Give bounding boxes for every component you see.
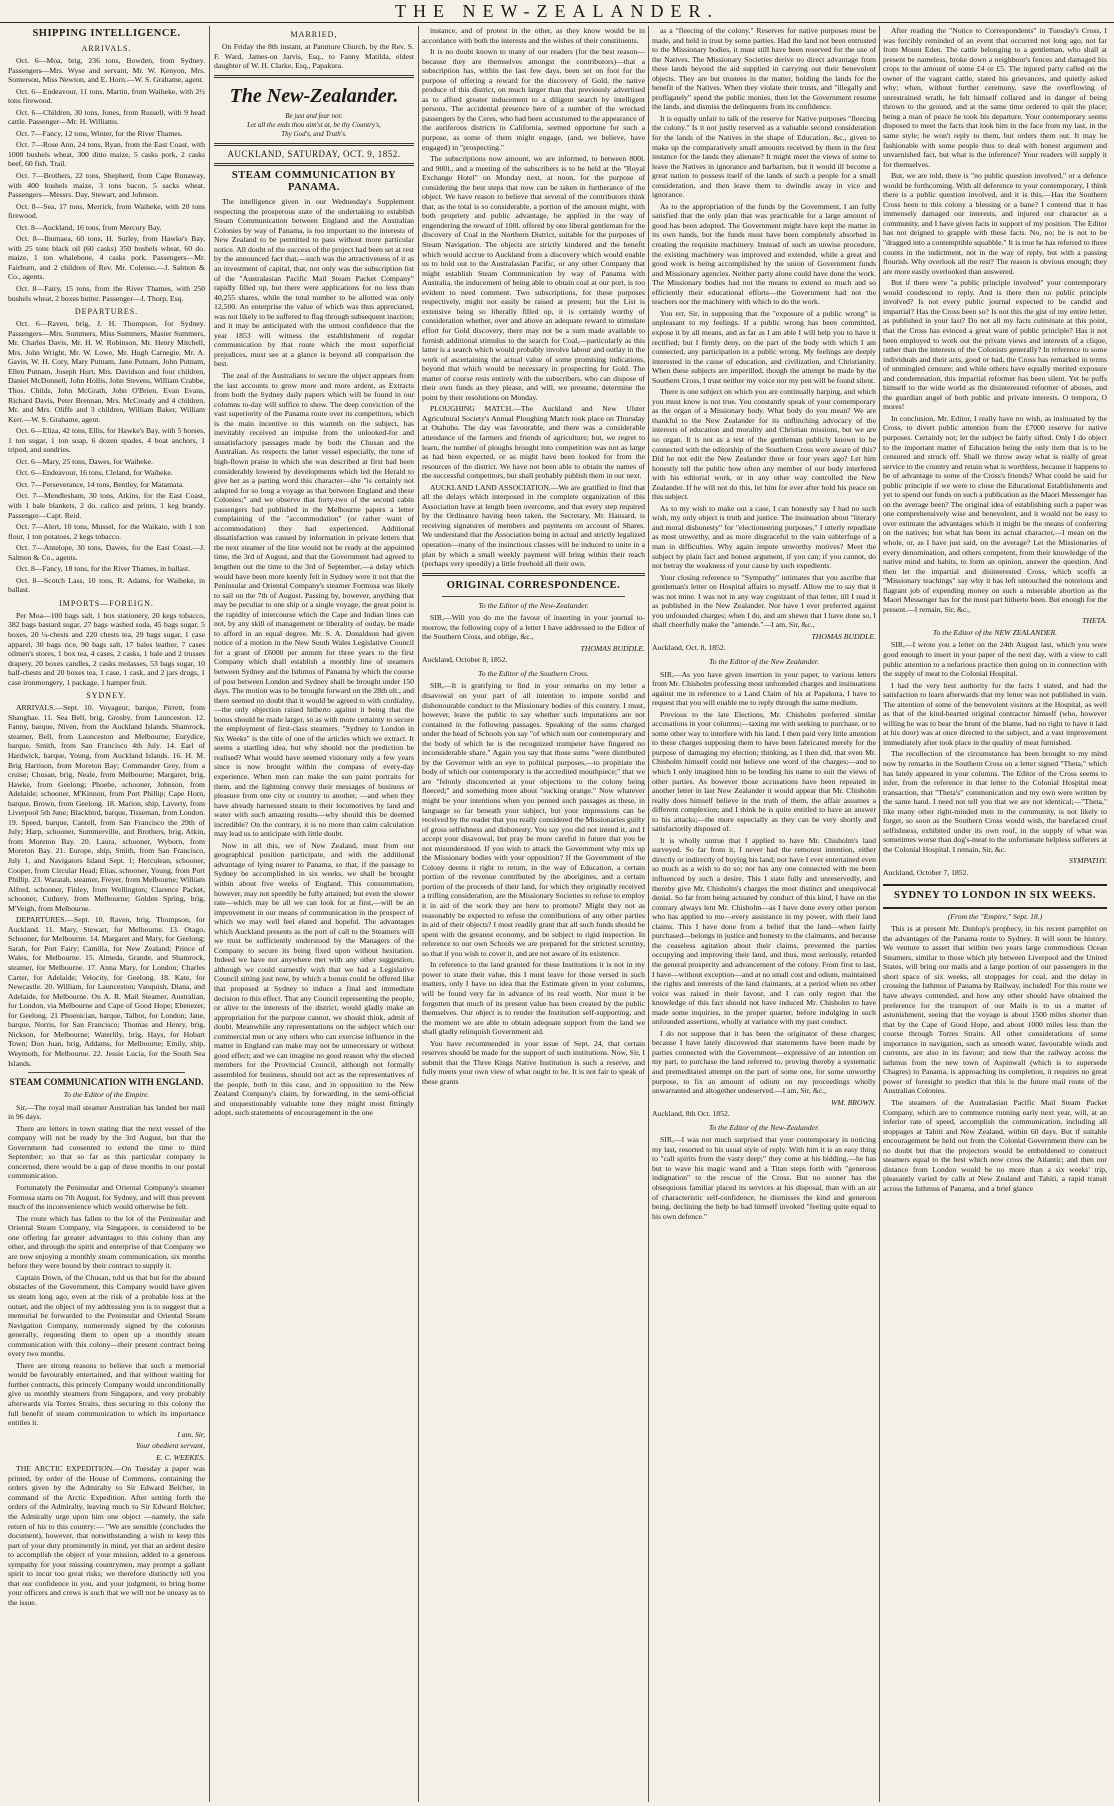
letter-body: [422, 681, 645, 1086]
motto-line: Thy God's, and Truth's.: [281, 129, 347, 138]
married-heading: MARRIED,: [290, 30, 338, 39]
sydney-heading: SYDNEY.: [86, 691, 127, 701]
letter-body: SIR,—Will you do me the favour of inserting in your journal to-morrow, the following copy of a letter I have addressed to the Editor of the Southern Cross, and oblige, &c.,: [422, 613, 645, 642]
paragraph: It is no doubt known to many of our readers (for the best reason—because they are themselves amongst the contributors)—that a subscription has, within the last few days, been set on foot for the purpose of offering a reward for the discovery of Gold, the native produce of this district, on much larger than that previously advertised as to afford greater inducement to a diligent search by intelligent persons. The accidental presence here of a number of the wrecked passengers by the Ceres, who had been accustomed to the appearance of the auriferous districts in California, seemed opportune for such a purpose, as some of them might engage, (and, we believe, have engaged) in "prospecting.": [422, 47, 645, 152]
paragraph: As to my wish to make out a case, I can honestly say I had no such wish, my only object is truth and justice. The insinuation about "literary and moral dishonesty" for "electioneering purposes," I utterly repudiate as most unworthy, and as more disgraceful to the vain subterfuge of a man in difficulties. Why again impute unworthy motives? Meet the subject by plain fact and honest argument, if you can; if you cannot, do not betray the weakness of your cause by such expedients.: [652, 503, 876, 571]
letter-to: To the Editor of the New-Zealander.: [708, 1122, 820, 1132]
land-association: AUCKLAND LAND ASSOCIATION.—We are gratified to find that all the delays which interposed in the complete organization of this Association have at length been overcome, and that every step required by the Ordinance having been taken, the Secretary, Mr. Hansard, is receiving signatures of members and payments on account of Shares. We understand that the Association being in actual and strictly legalized operation—many of the insinctious classes will be induced to unite in a plan by which a small weekly payment will bring within their reach (perhaps very speedily) a little freehold all their own.: [422, 482, 645, 569]
paragraph: There are letters in town stating that the next vessel of the company will not be ready by the 3rd August, but that the Government had consented to extend the time to third September; so that so far as this particular company is concerned, there would be a gap of three months in our postal communication.: [8, 1123, 205, 1181]
editorial-continued: [422, 26, 645, 402]
paragraph: Captain Down, of the Chusan, told us that but for the absurd obstacles of the Government, this Company would have given us steam long ago, even at the risk of a probable loss at the outset, and the object of my addressing you is to suggest that a memorial be forwarded to the Peninsular and Oriental Steam Navigation Company, numerously signed by the colonists generally, requesting them to open up a monthly steam communication with this colony—their present contract being every two months.: [8, 1272, 205, 1359]
steam-england-sub: To the Editor of the Empire.: [63, 1090, 150, 1100]
lead-article-heading: STEAM COMMUNICATION BY PANAMA.: [231, 170, 397, 194]
paragraph: Oct. 7—Alert, 10 tons, Mussel, for the Waikato, with 1 ton flour, 1 ton potatoes, 2 kegs tobacco.: [8, 522, 205, 541]
paragraph: Your closing reference to "Sympathy" intimates that you ascribe that gentleman's letter on Hospital affairs to myself. Allow me to say that it was not mine. I was not in any way cognizant of that letter, till I read it as published in the New Zealander. Nor have I ever preferred against you unfounded charges; when I do, and am shewn that I have done so, I shall cheerfully make the "amende."—I am, Sir, &c.,: [652, 572, 876, 630]
paragraph: I do not suppose that it has been the originator of these charges; because I have lately discovered that statements have been made by parties connected with the Government—expressive of an intention on my part, to purchase the land referred to, proving thereby a systematic and premeditated attempt on the part of some one, for some unworthy purpose, to fix an amount of odium on my proceedings wholly unwarranted and altogether undeserved.—I am, Sir, &c.,: [652, 1028, 876, 1096]
paragraph: As to the appropriation of the funds by the Government, I am fully satisfied that the only plan that was practicable for a large amount of good has been adopted. The Government might have kept the matter in its own hands, but the funds must have been completely absorbed in creating the requisite machinery. Instead of such an unwise procedure, the existing machinery was improved and extended, while a great and good work is being accomplished by the union of Government funds and Missionary agencies. Neither party alone could have done the work. The Missionary bodies had not the means to extend so much and so efficiently their educational efforts—the Government had not the teachers nor the machinery with which to do the work.: [652, 201, 876, 307]
letter-date: Auckland, 8th Oct. 1852.: [652, 1109, 730, 1119]
sydney-london-source: (From the "Empire," Sept. 18.): [947, 911, 1043, 921]
paragraph: Oct. 7—Perseverance, 14 tons, Bentley, for Matamata.: [16, 479, 184, 489]
paragraph: You err, Sir, in supposing that the "exposure of a public wrong" is unpleasant to my feelings. If a public wrong has been committed, expose it by all means, and as far as I am able I will help you to have it rectified; but I firmly deny, on the part of the body with which I am connected, any participation in a public wrong. My feelings are deeply interested in the cause of education, and civilization, and Christianity. When these subjects are imperilled, though the attempt be made by the Southern Cross, I trust neither my voice nor my pen will be found silent.: [652, 308, 876, 385]
letter-body: [652, 670, 876, 1096]
sydney-departures: DEPARTURES.—Sept. 10. Raven, brig, Thompson, for Auckland. 11. Mary, Stewart, for Melbourne. 13. Otago, Schooner, for Melbourne. 14. Margaret and Mary, for Geelong; Sarah, for Port Fairy; Camilla, for New Zealand; Prince of Wales, for Melbourne. 15. Almeda, Grande, and Shamrock, steamer, for Melbourne. 17. Anna Mary, for London; Charles Carter, for Adelaide; Velocity, for Geelong. 18. Kate, for Newcastle. 20. William, for Launceston; Vanquish, Diana, and Adelaide, for Melbourne. On A. R. Mail Steamer, Australian, for London, via Melbourne and Cape of Good Hope; Ebenezer, for Geelong. 21 Phoenician, barque, Talbot, for London; Jane, barque, Norris, for San Francisco; Thomas and Henry, brig, Nickson, for Melbourne; Waterlily, brig, Hays, for Hobart Town; Don Juan, brig, Addams, for Melbourne; Emily, ship, Weymoth, for Melbourne. 22. Jessie Lucia, for the South Sea Islands.: [8, 915, 205, 1068]
letter-to: To the Editor of the New-Zealander.: [478, 600, 589, 610]
column-rule: [418, 26, 419, 1802]
paragraph: Previous to the late Elections, Mr. Chisholm preferred similar accusations in your columns;—taxing me with seeking to purchase, or to some other way to interfere with his land. I then paid very little attention to these charges supposing them to have been fabricated merely for the purpose of damaging my election; thinking, as I then did, that even Mr. Chisholm himself could not believe one word of the charges;—and to which I only imagined him to be lending his name to suit the views of other parties. As however those accusations have been repeated in another letter in last New Zealander it would appear that Mr. Chisholm really does himself believe in the truth of them, the affair assumes a different complexion; and I think he is quite entitled to have an answer to his attacks;—the more especially as they can be very shortly and satisfactorily disposed of.: [652, 709, 876, 834]
paragraph: Oct. 6—Raven, brig, J. H. Thompson, for Sydney. Passengers—Mrs. Summers, Miss Summers, Master Summers, Mr. Charles Davis, Mr. H. W. Robinson, Mr. Henry Mitchell, Mrs. John Wright, Mr. W. Lowe, Mr. Hugh Carnegie, Mr. A. Gavin, W. H. Cory, Mary Putnam, Jane Putnam, John Putnam, Ellen Putnam, Joseph Hurt, Mrs. Davidson and four children, Daniel McDonnell, John Hollis, John Stevens, William Crabbe, Thos. Childs, John McGrath, John O'Brien, Evan Evans, Richard Davis, Peter Brennan, Mrs. McCready and 4 children, Mr. and Mrs. Oliffe and 3 children, William Baker, William Kerr.—W. S. Grahame, agent.: [8, 319, 205, 424]
paragraph: In conclusion, Mr. Editor, I really have no wish, as insinuated by the Cross, to divert public attention from the £7000 reserve for native purposes. Certainly not; let the subject be fairly sifted. Only I do object to the important matter of Education being the only item that is to be censured and struck off. Shall we throw away what is really of great service to the country and retain what is worthless, because it happens to be of advantage to some of the Cross's friends? What could be said for public principle if we were to close the Educational Establishments and yet to spend our funds on such a publication as the Maori Messenger has on the average been? The original idea of establishing such a paper was one comprehensively wise and benevolent, and it would not be easy to over estimate the advantages which it might be the means of conferring on the natives; but what has been its actual character,—I mean on the whole, or, as I have just said, on the average? Let the Missionaries of every denomination, and others competent, from their knowledge of the native mind and habits, to form an opinion, answer the question. And then let the impartial and disinterested Cross, which scoffs at "Missionary teachings" say why it has left untouched the notorious and flagrant job of expending money on such a miserable abortion as the Maori Messenger has for the most part hitherto been. But enough for the present.—I remain, Sir, &c.,: [883, 413, 1107, 614]
departures-heading: DEPARTURES.: [74, 307, 139, 317]
paragraph: Oct. 8—Fancy, 18 tons, for the River Thames, in ballast.: [16, 564, 191, 574]
paragraph: You have recommended in your issue of Sept. 24, that certain reserves should be made for the support of such institutions. Now, Sir, I submit that the Three Kings Native Institution is such a reserve, and fully meets your own view of what ought to be. It is not fair to speak of these grants: [422, 1038, 645, 1086]
lead-article-body: [214, 197, 414, 1118]
paragraph: Oct. 6—Mary, 25 tons, Dawes, for Waiheke.: [16, 456, 153, 466]
paragraph: Oct. 6—Moa, brig, 236 tons, Bowden, from Sydney. Passengers—Mrs. Wyse and servant, Mr. W. Kenyon, Mrs. Somerson, Miss Newton, and E. Horn.—W. S. Grahame, agent.: [8, 56, 205, 85]
divider: [422, 573, 645, 576]
paragraph: Oct. 7—Antelope, 30 tons, Dawes, for the East Coast.—J. Salmon & Co., agents.: [8, 543, 205, 562]
column-5: [883, 26, 1107, 1802]
imports-heading: IMPORTS—FOREIGN.: [59, 598, 154, 608]
correspondence-heading: ORIGINAL CORRESPONDENCE.: [446, 579, 621, 591]
imports-text: Per Moa—100 bags salt, 1 box stationery, 20 kegs tobacco, 382 bags bastard sugar, 27 bags washed soda, 45 bags sugar, 5 boxes, 20 ¼-chests and 220 chests tea, 29 bags sugar, 1 case apparel, 30 bags rice, 90 bags salt, 17 bales leather, 7 cases oilmen's stores, 1 box tea, 4 cases, 2 casks, 1 bale and 2 trusses drapery, 20 boxes candles, 2 casks molasses, 53 bags sugar, 10 half-chests and 20 boxes tea, 1 case, 1 cask, and 2 jars drugs, 1 case ironmongery, 1 package, 1 hamper fruit.: [8, 610, 205, 687]
letter-date: Auckland, October 7, 1852.: [883, 868, 969, 878]
arrivals-heading: ARRIVALS.: [81, 44, 132, 53]
paragraph: Oct. 6—Children, 30 tons, Jones, from Russell, with 9 head cattle. Passenger—Mr. H. Williams.: [8, 107, 205, 127]
paragraph: The zeal of the Australians to secure the object appears from the last accounts to grow more and more ardent, as Extracts from both the Sydney daily papers which will be found in our columns to-day will suffice to show. The deep conviction of the vast superiority of the Panama route over its competitors, which is the main incentive to this warmth on the subject, has inevitably received an impulse from the unlooked-for and unsatisfactory passages made by both the Chusan and the Australian. As respects the latter vessel especially, the tone of high-flown praise in which she was described at first had been considerably lowered by developments which led the Herald to give her as a parting word this character—she "is certainly not adapted for so long a voyage as that between England and these Colonies;" and we observe that forty-two of the second cabin passengers had published in the Melbourne papers a letter complaining of the "accommodation" (or rather want of accommodation) they had experienced. Additional dissatisfaction was caused by information in private letters that the next steamer of the line would not be ready at the appointed time, the 3rd of August, and that the Government had agreed to lengthen out the time to the 3rd of September,—a delay which would have been more keenly felt in Sydney were it not that the Peninsular and Oriental Company's steamer Formosa was likely to sail on the 7th of August. Passing by, however, anything that may be peculiar to one ship or a single voyage, the great point is the rapidity of intercourse which the Cape and Indian lines can not, by any skill of management or liberality of outlay, be made to afford in an equal degree. Mr. S. A. Donaldson had given notice of a motion in the New South Wales Legislative Council for a grant of £6000 per annum for three years to the first Company which shall establish a monthly line of steamers between Sydney and the Isthmus of Panama by which the course of post between London and Sydney shall be brought under 150 days. The motion was to be brought forward on the 28th ult., and there seemed no doubt that it would be agreed to with cordiality,—the only objection raised hitherto against it being that the bonus should be made larger, so as with more certainty to secure the employment of first-class steamers. "Sydney to London in Six Weeks" is the title of one of the articles which we extract. It seems a startling idea, but why should not the prediction be realised? What would have seemed visionary only a few years since is now brought within the compass of every-day experience. When men can make the sun paint portraits for them, and the lightning convey their messages of business or pleasure from one city or country to another, —and when they have already harnessed steam to their locomotives by land and water with such amazing results—why should this be deemed incredible? On the contrary, it is no more than calm calculation may lead us to anticipate with little doubt.: [214, 371, 414, 839]
paragraph: This is at present Mr. Dunlop's prophecy, in his recent pamphlet on the advantages of the Panama route to Sydney. It will soon be history. We venture to assert that within two years large commodious Ocean Steamers, similar to those which ply between Liverpool and the United States, will bring our mails and a large portion of our passengers in the short space of six weeks, all stoppages for coal, and the delay in crossing the Isthmus of Panama by Railway, included! For this route we have always contended, and how any other should have obtained the preference for the transport of our Mails is to us a matter of astonishment, seeing that the voyage is about 1500 miles shorter than that by the Cape of Good Hope, and about 1000 miles less than the course through Torres Straits. All other considerations of some importance in navigation, such as smooth water, favourable winds and currents, are also in its favour; and now that the railway across the isthmus from the new town of Aspinwall (which is to supersede Chagres) to Panama, is approaching its completion, it requires no great power of foresight to predict that this is the future mail route of the Australian Colonies.: [883, 924, 1107, 1096]
paragraph: Oct. 7—Fancy, 12 tons, Winter, for the River Thames.: [16, 128, 183, 138]
divider: [214, 143, 414, 146]
sydney-arrivals: ARRIVALS.—Sept. 10. Voyageur, barque, Pirrett, from Shanghae. 11. Sea Bell, brig, Grosby, from Launceston. 12. Fanny, barque, Niven, from the Auckland Islands. Shamrock, steamer, Bell, from Launceston and Melbourne; Eurydice, barque, Smith, from San Francisco 4th July. 14. Earl of Hardwick, barque, Young, from Auckland Islands. 16. H. M. Brig Harrison, from Moreton Bay; Commander Grey, from a cruise; Chusan, brig, Neale, from Melbourne; Margaret, brig, Hawke, from Geelong; Phoebe, schooner, Johnson, from Adelaide; schooner, M'Kinnon, from Port Phillip; Cape Horn, barque, Brown, from Geelong. 18. Marion, ship, Laverty, from Liverpool 5th June; Blackbird, barque, Tisseman, from London. 19. Speed, barque, Cantell, from San Francisco the 29th of July; Harp, schooner, Summerville, and Brothers, brig, Atkin, from Moreton Bay. 20. Laura, schooner, Wyborn, from Moreton Bay. 21. Europe, ship, Smith, from San Francisco, July 1, and Navigators Island Sept. 1; Herculean, schooner, Cooper, from Circular Head; Elias, schooner, Young, from Port Phillip. 23. Waratah, steamer, Freyer, from Melbourne; William Alfred, schooner, Finley, from Wellington; Clarence Packet, schooner, Cuthery, from Melbourne; Golden Spring, brig, M'Veigh, from Melbourne.: [8, 703, 205, 913]
motto-line: Be just and fear not:: [285, 111, 343, 120]
paragraph: But, we are told, there is "no public question involved," or a defence would be forthcoming. With all deference to your contemporary, I think there is a public question involved, and it is this,—Has the Southern Cross been to this colony a blessing or a bane? I contend that it has immensely damaged our interests, and injured our character as a community, and I have given facts in support of my position. The Editor has not deigned to grapple with these facts. No, no; he is not to be "dragged into a contemptible squabble." It is true he has referred to three counts in the indictment, not in the way of reply, but with a passing flourish. Why overlook all the rest? The reason is obvious enough; they are more easily overlooked than answered.: [883, 171, 1107, 276]
paragraph: Oct. 6—Endeavour, 11 tons, Martin, from Waiheke, with 2½ tons firewood.: [8, 86, 205, 106]
column-rule: [879, 26, 880, 1802]
sydney-london-heading: SYDNEY TO LONDON IN SIX WEEKS.: [894, 889, 1096, 901]
paragraph: The recollection of the circumstance has been brought to my mind now by remarks in the Southern Cross on a letter signed "Theta," which has lately appeared in your columns. The Editor of the Cross seems to infer, from the reference in that letter to the Colonial Hospital meat transaction, that "Theta's" communication and my own were written by the same hand. I need not tell you that we are not identical;—"Theta," like many other right-minded men in the community, is not likely to forget, so soon as the Southern Cross would wish, the barefaced cruel selfishness, exhibited under its own roof, in the supply of what was sometimes worse than dog's-meat to the unfortunate helpless sufferers at the Colonial Hospital. I remain, Sir, &c.: [883, 749, 1107, 854]
letter-to: To the Editor of the NEW ZEALANDER.: [932, 627, 1058, 637]
paragraph: It is wholly untrue that I applied to have Mr. Chisholm's land surveyed. So far from it, I never had the remotest intention, either directly or indirectly of buying his land; nor have I ever entertained even so much as a wish to do so; nor has any one connected with me been influenced by such a desire. This I state fully and unreservedly, and thereby give Mr. Chisholm's charges the most distinct and unequivocal denial. So far from being actuated by conduct of this kind, I have on the contrary always lent Mr. Chisholm—as I have done every other person who has applied to me—every assistance in my power, with their land claims. This I have done from a belief that the land—when fairly purchased—belongs in justice and honesty to the claimants, and because the ceaseless agitation about their claims, prevented the parties occupying and improving their land, and thus, most seriously, retarded the general prosperity and advancement of the colony. From first to last, I have—without exception—and at no small cost and odium, maintained the rights and interests of the land claimants, at a period when no other voice was raised in their favour, and I can only regret that the knowledge of this fact should not have induced Mr. Chisholm to have made some inquiries, in the proper quarter, before indulging in such unfounded assertions, wholly at variance with my past conduct.: [652, 835, 876, 1027]
signature-name: E. C. WEEKES.: [156, 1452, 205, 1462]
paragraph: as a "fleecing of the colony." Reserves for native purposes must be made, and held in trust by some parties. Had the land not been entrusted to the Missionary bodies, it must still have been reserved for the use of the Natives. The Missionary Societies derive no direct advantage from these lands beyond the aid supplied in carrying out their benevolent objects. They are but trustees in the matter, holding the lands for the benefit of the Natives. When they violate their trusts, and "illegally and profligately" spend the public monies, then let the Government resume the lands, and dismiss the delinquents from its confidence.: [652, 26, 876, 112]
divider: [214, 75, 414, 78]
signature-name: THETA.: [1082, 616, 1107, 626]
signature-name: THOMAS BUDDLE.: [580, 643, 645, 653]
paragraph: Oct. 6—Endeavour, 16 tons, Cleland, for Waiheke.: [16, 468, 173, 478]
masthead: THE NEW-ZEALANDER.: [0, 0, 1114, 23]
letter-date: Auckland, Oct. 8, 1852.: [652, 643, 726, 653]
paragraph: Oct. 7—Mendlesham, 30 tons, Atkins, for the East Coast, with 1 bale blankets, 2 do. calico and prints, 1 keg brandy. Passenger—Capt. Reid.: [8, 491, 205, 520]
paragraph: SIR,—As you have given insertion in your paper, to various letters from Mr. Chisholm professing most unfounded charges and insinuations against me in reference to a Land Claim of his at Papakura, I have to request that you will enable me to reply through the same medium.: [652, 669, 876, 708]
divider: [28, 1072, 185, 1073]
paragraph: Oct. 7—Brothers, 22 tons, Shepherd, from Cape Runaway, with 400 bushels maize, 3 tons bacon, 5 sacks wheat. Passengers—Messrs. Day, Stewart, and Johnson.: [8, 171, 205, 200]
sydney-london-body: [883, 924, 1107, 1193]
column-2: [214, 26, 414, 1802]
signature-line: Your obedient servant,: [135, 1441, 205, 1451]
signature-name: THOMAS BUDDLE.: [811, 631, 876, 641]
paragraph: Oct. 8—Ihumaea, 60 tons, H. Surley, from Hawke's Bay, with 25 tons black oil (60 casks) 350 bushels wheat, 60 do. maize, 1 ton whalebone, 4 casks pork. Passengers—Mr. Fairburn, and 2 children of Rev. Mr. Colenso.—J. Salmon & Co., agents.: [8, 234, 205, 282]
column-1: [8, 26, 205, 1802]
paragraph: I had the very best authority for the facts I stated, and had the satisfaction to learn afterwards that my letter was not published in vain. The attention of some of the benevolent visitors at the Hospital, as well as that of the kind-hearted original contractor himself (who, however willing he was to bear the brunt of the blame, had no right to have it laid at his door) was at once directed to the subject, and a vast improvement immediately after took place in the quality of meat furnished.: [883, 680, 1107, 747]
column-3: [422, 26, 645, 1802]
paragraph: instance, and of protest in the other, as they know would be in accordance with both the interests and the wishes of their constituents.: [422, 26, 645, 45]
married-notice: On Friday the 8th instant, at Panmure Church, by the Rev. S. F. Ward, James-on Jarvis, Esq., to Fanny Matilda, eldest daughter of W. H. Clarke, Esq., Papakura.: [214, 42, 414, 71]
column-rule: [209, 26, 210, 1802]
paragraph: Sir,—The royal mail steamer Australian has landed her mail in 96 days.: [8, 1102, 205, 1122]
paragraph: After reading the "Notice to Correspondents" in Tuesday's Cross, I was forcibly reminded of an event that occurred not long ago, not far from Mount Eden. The cattle belonging to a gentleman, who shall at present be nameless, broke down a neighbour's fences and damaged his crops to the amount of some £4 or £5. The injured party called on the owner of the vagrant cattle, stated his grievances, and quietly asked why; when, without further ceremony, save the overflowing of unrestrained wrath, he felt himself collared and in danger of being thrown to the ground, and at the same time ordered to quit the place; being a man of peace he took his departure. Your contemporary seems disposed to meet the facts that look him in the face from my last, in the same style; he won't reply to them, but orders them out. It may be fashionable with some people thus to deal with honest argument and unvarnished fact, but what is the inference? Your readers will supply it for themselves.: [883, 26, 1107, 169]
paragraph: Oct. 7—Rose Ann, 24 tons, Ryan, from the East Coast, with 1000 bushels wheat, 300 ditto maize, 5 casks pork, 2 casks beef, 60 fish. Trail.: [8, 140, 205, 169]
paragraph: The intelligence given in our Wednesday's Supplement respecting the prosperous state of the undertaking to establish Steam Communication between England and the Australian Colonies by way of Panama, is too important to the interests of New Zealand to be permitted to pass without more particular notice. All doubt of the success of the project had been set at rest by the announced fact that,—such was the attractiveness of it as an investment of capital, that, not only was the subscription list of the "Australasian Pacific Mail Steam Packet Company" rapidly filled up, but there were applications for no less than 40,255 shares, while the total number to be allotted was only 12,500. An enterprise the value of which was thus appreciated, was not likely to be suffered to flag through subsequent inaction; and it may be anticipated with the utmost confidence that the year 1853 will witness the establishment of regular communication by that route which the most superficial prejudices, must see at a glance is beyond all comparison the best.: [214, 197, 414, 369]
paragraph: SIR,—I wrote you a letter on the 24th August last, which you were good enough to insert in your paper of the next day, with a view to call public attention to a nefarious practice then going on in connection with the supply of meat to the Colonial Hospital.: [883, 640, 1107, 679]
letter-body: SIR,—I was not much surprised that your contemporary in noticing my last, resorted to his usual style of reply. With him it is an easy thing to "call spirits from the vasty deep;" they come at his bidding,—he has but to wave his magic wand and a Titan steps forth with "generous indignation" to the rescue of the Cross. But no sooner has the obsequious familiar placed its services at his disposal, than with an air of characteristic self-confidence, he dismisses the kind and generous being, declining the help he had himself invoked "feeling quite equal to his own defence.": [652, 1135, 876, 1221]
paragraph: But if there were "a public principle involved" your contemporary would condescend to reply. And is there then no public principle involved? Is not every public journal expected to be candid and impartial? Has the Cross been so? Is not this the gist of my entire letter, as published in your last? Do not all my facts culminate at this point, that the Cross has evinced a great want of public principle? Has it not been employed to work out the private views and interests of a clique, rather than the interests of the Colonists generally? In reference to some individuals and their acts, good or bad, the Cross has remarked in terms of unmingled censure; and while others have equally merited exposure and condemnation, this impartial reformer has been silent. Yet he puffs himself to the wide world as the disinterested reformer of abuses, and the guardian angel of both public and private interests. O tempora, O mores!: [883, 278, 1107, 412]
signature-line: I am, Sir,: [177, 1429, 205, 1439]
letter-body: [883, 640, 1107, 854]
divider: [214, 163, 414, 166]
dateline: AUCKLAND, SATURDAY, OCT. 9, 1852.: [227, 148, 401, 159]
letter-to: To the Editor of the New Zealander.: [709, 657, 819, 666]
paragraph: Oct. 8—Scotch Lass, 10 tons, R. Adams, for Waiheke, in ballast.: [8, 575, 205, 595]
steam-england-heading: STEAM COMMUNICATION WITH ENGLAND.: [9, 1077, 204, 1088]
departures-list: [8, 319, 205, 595]
paragraph: Oct. 8—Fairy, 15 tons, from the River Thames, with 250 bushels wheat, 2 boxes butter. Passenger—J. Thorp, Esq.: [8, 284, 205, 303]
arctic-expedition: THE ARCTIC EXPEDITION.—On Tuesday a paper was printed, by order of the House of Commons, containing the orders given by the Admiralty to Sir Edward Belcher, in command of the Arctic Expedition. After setting forth the orders of the Admiralty, leaving much to Sir Edward Belcher, the Admiralty urge upon him one object —namely, the safe return of his to this country:— "We are sensible (concludes the document), however, that notwithstanding a wish to keep this part of your duty prominently in mind, yet that an ardent desire to accomplish the object of your mission, added to a generous sympathy for your missing countrymen, may prompt a gallant spirit to incur too great risks; we therefore distinctly tell you that our confidence in you, and your judgment, to bring home your officers and crews is such that we will not be uneasy as to the issue.: [8, 1464, 205, 1607]
sydney-london-box: [883, 884, 1107, 909]
paragraph: The steamers of the Australasian Pacific Mail Steam Packet Company, which are to commence running early next year, will, at an inferior rate of speed, accomplish the communication, including all stoppages at Tahiti and New Zealand, within 60 days. But if suitable encouragement be held out from the Colonial Government there can be no doubt but that the projectors would be emboldened to construct steamers equal to the best which now cross the Atlantic; and then our distance from London would be no more than a six weeks' trip, pleasantly varied by calls at New Zealand and Tahiti, a rapid transit across the Isthmus of Panama, and a brief glance: [883, 1097, 1107, 1193]
signature-name: WM. BROWN.: [830, 1097, 876, 1107]
arrivals-list: [8, 56, 205, 303]
divider: [442, 596, 625, 597]
paragraph: It is equally unfair to talk of the reserve for Native purposes "fleecing the colony." Is it not justly reserved as a valuable second consideration for the lands of the Natives in the shape of Education, &c., given to make up the comparatively small amounts received by them in the first instance for the lands they alienate? It might meet the views of some to leave the Natives in ignorance and barbarism, but it would ill become a great nation to possess itself of the lands of such a people for a small consideration, and then leave them to dwindle away in vice and ignorance.: [652, 113, 876, 200]
shipping-heading: SHIPPING INTELLIGENCE.: [32, 28, 181, 39]
paragraph: Now in all this, we of New Zealand, must from our geographical position participate, and with the additional advantage of lying nearer to Panama, so that, if the passage to Sydney be accomplished in six weeks, we shall be brought within about five weeks of England. This consummation, however, may not speedily be fully attained; but even the slower rate—which may be all we can look for at first,—will be an improvement in our means of communication in the prospect of which we may well feel elated and hopeful. The advantages which Auckland presents as the port of call to the Steamers will we trust be sufficiently understood by the Managers of the Company to secure its being fixed upon without hesitation. Indeed we have not anywhere met with any other suggestion, although we could earnestly wish that we had a Legislative Council sitting just now, by which a bonus could be offered like that proposed at Sydney to induce a final and immediate decision to this effect. That any Council representing the people, or alive to the interests of the district, would gladly make an appropriation for the purpose cannot, we should think, admit of doubt. Meanwhile any representations on the subject which our commercial men or any others who can exercise influence in the matter in England can make may not be unnecessary or without good effect; and we can imagine no good reason why the elected members for the Provincial Council, although not formally assembled for business, should not act as the representatives of the people, both in this case, and in opposition to the New Zealand Company's claim, by forwarding, in the semi-official and unquestionably valuable tone they might most fittingly adopt, such statements of encouragement in the one: [214, 840, 414, 1118]
letter-continued: [883, 26, 1107, 614]
column-rule: [648, 26, 649, 1802]
ploughing-match: PLOUGHING MATCH.—The Auckland and New Ulster Agricultural Society's Annual Ploughing Match took place on Thursday at Otahuhu. The day was favourable, and there was a considerable attendance of the farmers and friends of agriculture; but, we regret to learn, the number of ploughs brought into competition was not as large as had been expected, or as might have been looked for from the resources of the district. We have not been able to obtain the names of the successful competitors, but shall probably publish them in our next.: [422, 404, 645, 481]
letter-to: To the Editor of the Southern Cross.: [478, 668, 589, 678]
paragraph: The subscriptions now amount, we are informed, to between 800l. and 900l., and a meeting of the subscribers is to be held at the "Royal Exchange Hotel" on Monday next, at noon, for the purpose of considering the best steps that now can be taken in furtherance of the object. We have reason to believe that several of the contributors think that, as the total is so considerable, a portion of the amount might, with both propriety and public advantage, be applied in the way of engendering the reward of 100l. offered by one liberal gentleman for the discovery of Coal in the Northern District, suitable for the purposes of Steam Navigation. The objects are strictly kindered and the benefit which would accrue to Auckland from a discovery which would enable us to hold out to the Australasian Pacific, or any other Company that might establish Steam Communication by way of Panama with Australia, the inducement of being able to obtain coal at our port, is too evident to need comment. Two subscriptions, for these purposes respectively, might not easily be raised at present; but the List is extensive being so liberally filled up, it is certainly worthy of consideration whether, over and above an adequate reward to stimulate effort for Gold discovery, there may not be a sum made available to furnish additional stimulus to the search for Coal,—particularly as this latter is a search which would probably involve labour and outlay in the work of ascertaining the actual value of some promising indications, beyond that which would be necessary in prospecting for Gold. The matter of course rests entirely with the subscribers, who can dispose of their own funds as they please, and will, we presume, determine the point by their resolutions on Monday.: [422, 154, 645, 402]
paragraph: The route which has fallen to the lot of the Peninsular and Oriental Steam Company, via Singapore, is considered to be one offering far greater advantages to this colony than any other, and through the spirit and enterprise of that Company we are now enjoying a monthly steam communication, six months before they were bound by their contract to supply it.: [8, 1213, 205, 1271]
paragraph: There is one subject on which you are continually harping, and which you must know is not true. You constantly speak of your contemporary as the organ of a Missionary body. What body do you mean? We are thankful to the New Zealander for its unflinching advocacy of the interests of education and morality and Christian missions, but we are no organ. It is not as a test of the gentleman publicly known to be connected with the editorship of the Southern Cross were aware of this? Did he not edit the New Zealander three or four years ago? Let him honestly tell the public how often any member of our body interfered with his editorial work, or in any other way controlled the New Zealander. If he will not do this, let him for ever after hold his peace on this subject.: [652, 387, 876, 502]
motto-line: Let all the ends thou aim'st at, be thy Country's,: [247, 120, 381, 129]
paper-title: The New-Zealander.: [229, 84, 399, 107]
paragraph: Oct. 8—Auckland, 16 tons, from Mercury Bay.: [16, 222, 162, 232]
letter-continued: [652, 26, 876, 630]
paragraph: Oct. 6—Eliza, 42 tons, Ellis, for Hawke's Bay, with 5 horses, 1 ton sugar, 1 ton soap, 6 dozen spades, 4 boat anchors, 1 tripod, and sundries.: [8, 426, 205, 455]
paragraph: SIR,—It is gratifying to find in your remarks on my letter a disavowal on your part of all intention to impute sordid and dishonourable conduct to the Missionary bodies of this country. I must, however, leave the public to say whether such imputations are not contained in the following passages. Speaking of the sums charged under the head of Schools you say "of which sum our contemporary and the body of which he is the recognized trumpeter have fingered no inconsiderable share." Again you say that those sums "were distributed by the Governor with an eye to political purposes,—to propitiate the body of which our contemporary is the accredited mouthpiece;" that we are "felonly disconcerted at your objections to the colony being fleeced;" and something more about "sucking orange." Now whatever might be your intentions when you penned such passages as these, in language so far beneath your subject, but your impressions can be received by the reader that you really considered the Missionaries guilty of gross selfishness and dishonesty. You say you did not intend it, and I accept your disavowal, but pray be more careful in future that you be not misunderstood. If you wish to attack the Government why mix up the Missionary bodies with your opposition? If the Government of the Colony deems it right to return, in the way of Education, a certain portion of the revenue contributed by the aborigines, and a certain portion of the proceeds of their land, for which they originally received a trifling consideration, are the Missionary Societies to refuse to employ it in aid of the work they are here to promote? Might they not as reasonably be expected to refuse the contributions of any other parties in aid of their objects? I most readily grant that all such funds should be spent with the greatest economy, and be subject to rigid inspection. In reference to our own Schools we are prepared for the strictest scrutiny, so that if you wish to cover it, and are not aware of its existence.: [422, 681, 645, 958]
paragraph: There are strong reasons to believe that such a memorial would be favourably entertained, and that without waiting for further contracts, this princely Company would unconditionally give us monthly steamers from Singapore, and very probably afterwards via Torres Straits, thus securing to this colony the full benefit of steam communication to which its importance entitles it.: [8, 1360, 205, 1428]
signature-name: SYMPATHY.: [1069, 856, 1107, 866]
column-4: [652, 26, 876, 1802]
steam-england-body: [8, 1103, 205, 1428]
paragraph: Fortunately the Peninsular and Oriental Company's steamer Formosa starts on 7th August, for Sydney, and will thus prevent much of the inconvenience which would otherwise be felt.: [8, 1182, 205, 1212]
paragraph: Oct. 8—Sea, 17 tons, Merrick, from Waiheke, with 20 tons firewood.: [8, 201, 205, 221]
letter-date: Auckland, October 8, 1852.: [422, 655, 508, 665]
paragraph: In reference to the land granted for these Institutions it is not in my power to state their value, this I must leave for those versed in such matters, only I have no idea that the Estimate given in your columns, will be found very far in advance of its real worth. Nor must it be forgotten that much of its present value has been created by the public themselves. Our object is to render the Institution self-supporting, and the moment we are able to obtain adequate support from the land we shall gladly relinquish Government aid.: [422, 960, 645, 1037]
